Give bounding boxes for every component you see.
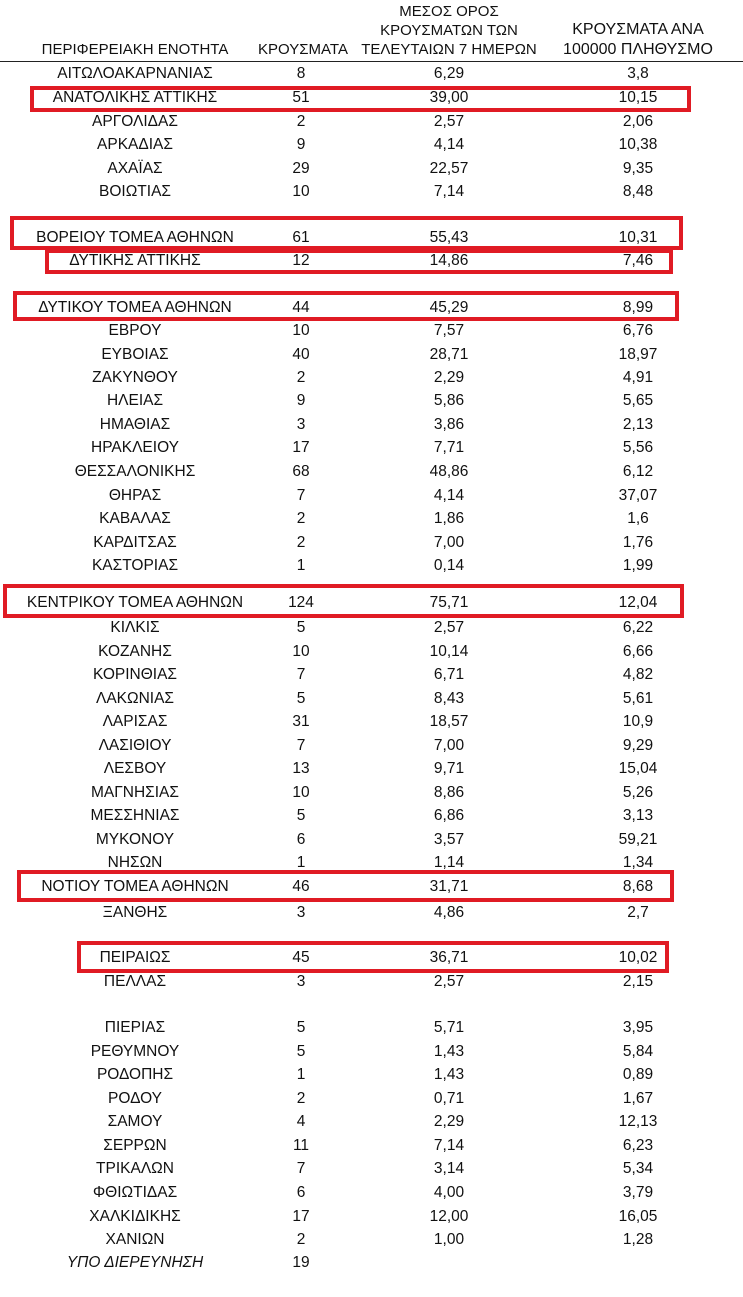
unit-cell: ΚΟΖΑΝΗΣ (98, 643, 172, 660)
avg7-cell: 1,86 (433, 510, 465, 527)
table-row (0, 1040, 743, 1064)
avg7-cell: 4,14 (433, 487, 465, 504)
per100k-cell: 1,6 (627, 510, 649, 527)
cases-cell: 3 (296, 973, 306, 990)
unit-cell: ΔΥΤΙΚΟΥ ΤΟΜΕΑ ΑΘΗΝΩΝ (38, 299, 232, 316)
header-cases: ΚΡΟΥΣΜΑΤΑ (258, 41, 348, 58)
unit-cell: ΒΟΡΕΙΟΥ ΤΟΜΕΑ ΑΘΗΝΩΝ (36, 229, 234, 246)
table-row (0, 1110, 743, 1134)
unit-cell: ΚΕΝΤΡΙΚΟΥ ΤΟΜΕΑ ΑΘΗΝΩΝ (26, 594, 244, 611)
table-row (0, 554, 743, 578)
table-row (0, 1016, 743, 1040)
avg7-cell: 3,14 (433, 1160, 465, 1177)
cases-cell: 1 (296, 557, 306, 574)
table-row (0, 366, 743, 390)
cases-cell: 2 (296, 1090, 306, 1107)
avg7-cell: 12,00 (429, 1208, 469, 1225)
unit-cell: ΗΡΑΚΛΕΙΟΥ (91, 439, 179, 456)
table-row (0, 133, 743, 157)
per100k-cell: 4,91 (622, 369, 654, 386)
avg7-cell: 9,71 (433, 760, 465, 777)
unit-cell: ΒΟΙΩΤΙΑΣ (99, 183, 171, 200)
per100k-cell: 5,65 (622, 392, 654, 409)
avg7-cell: 8,43 (433, 690, 465, 707)
per100k-cell: 5,26 (622, 784, 654, 801)
unit-cell: ΚΑΡΔΙΤΣΑΣ (93, 534, 177, 551)
highlight-box (77, 941, 669, 973)
avg7-cell: 5,86 (433, 392, 465, 409)
per100k-cell: 10,02 (618, 949, 658, 966)
cases-cell: 2 (296, 1231, 306, 1248)
avg7-cell: 18,57 (429, 713, 469, 730)
cases-cell: 19 (292, 1254, 310, 1271)
unit-cell: ΠΙΕΡΙΑΣ (104, 1019, 166, 1036)
cases-cell: 10 (292, 322, 310, 339)
cases-cell: 10 (292, 643, 310, 660)
unit-cell: ΚΟΡΙΝΘΙΑΣ (92, 666, 178, 683)
avg7-cell: 3,57 (433, 831, 465, 848)
avg7-cell: 1,00 (433, 1231, 465, 1248)
per100k-cell: 10,15 (618, 89, 658, 106)
avg7-cell: 45,29 (429, 299, 469, 316)
per100k-cell: 2,06 (622, 113, 654, 130)
per100k-cell: 1,99 (622, 557, 654, 574)
table-row (0, 687, 743, 711)
unit-cell: ΥΠΟ ΔΙΕΡΕΥΝΗΣΗ (66, 1254, 204, 1271)
per100k-cell: 2,7 (627, 904, 649, 921)
table-row (0, 1087, 743, 1111)
avg7-cell: 7,57 (433, 322, 465, 339)
table-row (0, 1228, 743, 1252)
per100k-cell: 2,13 (622, 416, 654, 433)
avg7-cell: 14,86 (429, 252, 469, 269)
table-row (0, 804, 743, 828)
unit-cell: ΑΡΓΟΛΙΔΑΣ (92, 113, 178, 130)
unit-cell: ΚΑΒΑΛΑΣ (99, 510, 171, 527)
avg7-cell: 0,71 (433, 1090, 465, 1107)
table-row (0, 484, 743, 508)
avg7-cell: 1,43 (433, 1043, 465, 1060)
cases-cell: 7 (296, 1160, 306, 1177)
avg7-cell: 2,29 (433, 369, 465, 386)
unit-cell: ΣΕΡΡΩΝ (103, 1137, 167, 1154)
per100k-cell: 1,67 (622, 1090, 654, 1107)
table-row (0, 970, 743, 994)
cases-cell: 17 (292, 439, 310, 456)
avg7-cell: 6,29 (433, 65, 465, 82)
per100k-cell: 15,04 (618, 760, 658, 777)
table-row (0, 1181, 743, 1205)
unit-cell: ΗΛΕΙΑΣ (106, 392, 164, 409)
unit-cell: ΖΑΚΥΝΘΟΥ (92, 369, 178, 386)
table-row (0, 616, 743, 640)
per100k-cell: 3,79 (622, 1184, 654, 1201)
cases-cell: 40 (292, 346, 310, 363)
per100k-cell: 18,97 (618, 346, 658, 363)
avg7-cell: 55,43 (429, 229, 469, 246)
table-row (0, 1205, 743, 1229)
unit-cell: ΠΕΙΡΑΙΩΣ (99, 949, 171, 966)
unit-cell: ΗΜΑΘΙΑΣ (99, 416, 171, 433)
cases-cell: 8 (296, 65, 306, 82)
cases-cell: 3 (296, 904, 306, 921)
avg7-cell: 6,86 (433, 807, 465, 824)
per100k-cell: 5,84 (622, 1043, 654, 1060)
per100k-cell: 6,66 (622, 643, 654, 660)
table-row (0, 828, 743, 852)
avg7-cell: 2,57 (433, 973, 465, 990)
avg7-cell: 2,29 (433, 1113, 465, 1130)
cases-cell: 6 (296, 1184, 306, 1201)
cases-cell: 1 (296, 1066, 306, 1083)
unit-cell: ΜΥΚΟΝΟΥ (95, 831, 175, 848)
cases-cell: 46 (292, 878, 310, 895)
unit-cell: ΕΒΡΟΥ (108, 322, 162, 339)
unit-cell: ΛΑΚΩΝΙΑΣ (95, 690, 175, 707)
cases-cell: 7 (296, 737, 306, 754)
per100k-cell: 5,56 (622, 439, 654, 456)
unit-cell: ΑΧΑΪΑΣ (107, 160, 163, 177)
per100k-cell: 8,48 (622, 183, 654, 200)
unit-cell: ΕΥΒΟΙΑΣ (101, 346, 169, 363)
per100k-cell: 7,46 (622, 252, 654, 269)
per100k-cell: 1,28 (622, 1231, 654, 1248)
per100k-cell: 37,07 (618, 487, 658, 504)
per100k-cell: 1,34 (622, 854, 654, 871)
header-unit: ΠΕΡΙΦΕΡΕΙΑΚΗ ΕΝΟΤΗΤΑ (41, 41, 229, 58)
cases-cell: 45 (292, 949, 310, 966)
cases-cell: 10 (292, 183, 310, 200)
avg7-cell: 1,43 (433, 1066, 465, 1083)
avg7-cell: 10,14 (429, 643, 469, 660)
table-row (0, 1063, 743, 1087)
avg7-cell: 28,71 (429, 346, 469, 363)
per100k-cell: 8,68 (622, 878, 654, 895)
unit-cell: ΔΥΤΙΚΗΣ ΑΤΤΙΚΗΣ (69, 252, 201, 269)
cases-cell: 2 (296, 534, 306, 551)
table-row (0, 710, 743, 734)
per100k-cell: 6,23 (622, 1137, 654, 1154)
highlight-box (3, 584, 684, 618)
unit-cell: ΜΑΓΝΗΣΙΑΣ (91, 784, 179, 801)
avg7-cell: 4,86 (433, 904, 465, 921)
cases-cell: 9 (296, 136, 306, 153)
unit-cell: ΘΗΡΑΣ (108, 487, 162, 504)
cases-cell: 44 (292, 299, 310, 316)
cases-cell: 2 (296, 113, 306, 130)
table-row (0, 757, 743, 781)
header-per100k-line2: 100000 ΠΛΗΘΥΣΜΟ (563, 41, 713, 58)
highlight-box (30, 86, 691, 112)
per100k-cell: 1,76 (622, 534, 654, 551)
table-row (0, 1251, 743, 1275)
cases-cell: 9 (296, 392, 306, 409)
table-row (0, 734, 743, 758)
unit-cell: ΡΟΔΟΥ (108, 1090, 162, 1107)
cases-cell: 1 (296, 854, 306, 871)
per100k-cell: 6,12 (622, 463, 654, 480)
table-row (0, 640, 743, 664)
highlight-box (45, 249, 673, 274)
cases-cell: 68 (292, 463, 310, 480)
cases-cell: 5 (296, 690, 306, 707)
per100k-cell: 0,89 (622, 1066, 654, 1083)
table-row (0, 901, 743, 925)
unit-cell: ΠΕΛΛΑΣ (103, 973, 167, 990)
avg7-cell: 6,71 (433, 666, 465, 683)
unit-cell: ΧΑΝΙΩΝ (105, 1231, 165, 1248)
table-row (0, 110, 743, 134)
table-row (0, 507, 743, 531)
avg7-cell: 7,14 (433, 1137, 465, 1154)
cases-cell: 5 (296, 1043, 306, 1060)
table-row (0, 389, 743, 413)
unit-cell: ΡΟΔΟΠΗΣ (96, 1066, 174, 1083)
cases-cell: 124 (288, 594, 314, 611)
avg7-cell: 22,57 (429, 160, 469, 177)
per100k-cell: 8,99 (622, 299, 654, 316)
cases-cell: 51 (292, 89, 310, 106)
unit-cell: ΚΑΣΤΟΡΙΑΣ (91, 557, 179, 574)
cases-cell: 29 (292, 160, 310, 177)
unit-cell: ΦΘΙΩΤΙΔΑΣ (92, 1184, 178, 1201)
per100k-cell: 5,61 (622, 690, 654, 707)
avg7-cell: 7,00 (433, 737, 465, 754)
header-avg7-line2: ΚΡΟΥΣΜΑΤΩΝ ΤΩΝ (380, 22, 518, 39)
avg7-cell: 4,14 (433, 136, 465, 153)
per100k-cell: 16,05 (618, 1208, 658, 1225)
cases-cell: 6 (296, 831, 306, 848)
per100k-cell: 6,22 (622, 619, 654, 636)
table-row (0, 436, 743, 460)
header-avg7-line3: ΤΕΛΕΥΤΑΙΩΝ 7 ΗΜΕΡΩΝ (361, 41, 537, 58)
unit-cell: ΑΝΑΤΟΛΙΚΗΣ ΑΤΤΙΚΗΣ (52, 89, 218, 106)
avg7-cell: 5,71 (433, 1019, 465, 1036)
unit-cell: ΑΡΚΑΔΙΑΣ (97, 136, 173, 153)
avg7-cell: 7,14 (433, 183, 465, 200)
cases-cell: 7 (296, 666, 306, 683)
cases-cell: 5 (296, 619, 306, 636)
cases-cell: 11 (292, 1137, 310, 1154)
table-row (0, 62, 743, 86)
avg7-cell: 75,71 (429, 594, 469, 611)
table-row (0, 1134, 743, 1158)
table-row (0, 343, 743, 367)
unit-cell: ΤΡΙΚΑΛΩΝ (96, 1160, 174, 1177)
unit-cell: ΚΙΛΚΙΣ (110, 619, 160, 636)
table-row (0, 531, 743, 555)
per100k-cell: 12,13 (618, 1113, 658, 1130)
avg7-cell: 0,14 (433, 557, 465, 574)
unit-cell: ΘΕΣΣΑΛΟΝΙΚΗΣ (74, 463, 196, 480)
unit-cell: ΑΙΤΩΛΟΑΚΑΡΝΑΝΙΑΣ (57, 65, 213, 82)
avg7-cell: 7,00 (433, 534, 465, 551)
highlight-box (10, 216, 683, 250)
cases-cell: 10 (292, 784, 310, 801)
per100k-cell: 12,04 (618, 594, 658, 611)
cases-cell: 17 (292, 1208, 310, 1225)
unit-cell: ΝΟΤΙΟΥ ΤΟΜΕΑ ΑΘΗΝΩΝ (41, 878, 229, 895)
header-per100k-line1: ΚΡΟΥΣΜΑΤΑ ΑΝΑ (572, 21, 704, 38)
avg7-cell: 48,86 (429, 463, 469, 480)
per100k-cell: 2,15 (622, 973, 654, 990)
per100k-cell: 6,76 (622, 322, 654, 339)
per100k-cell: 59,21 (618, 831, 658, 848)
unit-cell: ΣΑΜΟΥ (107, 1113, 163, 1130)
avg7-cell: 2,57 (433, 113, 465, 130)
per100k-cell: 3,95 (622, 1019, 654, 1036)
cases-cell: 61 (292, 229, 310, 246)
per100k-cell: 5,34 (622, 1160, 654, 1177)
per100k-cell: 10,31 (618, 229, 658, 246)
cases-cell: 2 (296, 510, 306, 527)
avg7-cell: 3,86 (433, 416, 465, 433)
unit-cell: ΛΑΡΙΣΑΣ (102, 713, 168, 730)
table-row (0, 180, 743, 204)
per100k-cell: 9,29 (622, 737, 654, 754)
table-row (0, 413, 743, 437)
highlight-box (13, 291, 679, 321)
cases-cell: 12 (292, 252, 310, 269)
cases-cell: 5 (296, 1019, 306, 1036)
unit-cell: ΡΕΘΥΜΝΟΥ (90, 1043, 180, 1060)
cases-cell: 7 (296, 487, 306, 504)
header-avg7-line1: ΜΕΣΟΣ ΟΡΟΣ (399, 3, 499, 20)
cases-cell: 13 (292, 760, 310, 777)
table-row (0, 157, 743, 181)
highlight-box (17, 870, 674, 902)
table-row (0, 663, 743, 687)
avg7-cell: 2,57 (433, 619, 465, 636)
avg7-cell: 4,00 (433, 1184, 465, 1201)
unit-cell: ΞΑΝΘΗΣ (102, 904, 168, 921)
per100k-cell: 10,38 (618, 136, 658, 153)
cases-cell: 3 (296, 416, 306, 433)
unit-cell: ΝΗΣΩΝ (107, 854, 163, 871)
cases-cell: 5 (296, 807, 306, 824)
per100k-cell: 9,35 (622, 160, 654, 177)
unit-cell: ΛΕΣΒΟΥ (103, 760, 167, 777)
per100k-cell: 3,13 (622, 807, 654, 824)
avg7-cell: 39,00 (429, 89, 469, 106)
per100k-cell: 4,82 (622, 666, 654, 683)
unit-cell: ΧΑΛΚΙΔΙΚΗΣ (89, 1208, 181, 1225)
avg7-cell: 7,71 (433, 439, 465, 456)
table-row (0, 781, 743, 805)
avg7-cell: 8,86 (433, 784, 465, 801)
cases-cell: 31 (292, 713, 310, 730)
avg7-cell: 36,71 (429, 949, 469, 966)
per100k-cell: 10,9 (622, 713, 654, 730)
cases-cell: 4 (296, 1113, 306, 1130)
unit-cell: ΜΕΣΣΗΝΙΑΣ (90, 807, 180, 824)
table-row (0, 1157, 743, 1181)
avg7-cell: 31,71 (429, 878, 469, 895)
table-row (0, 319, 743, 343)
cases-cell: 2 (296, 369, 306, 386)
per100k-cell: 3,8 (627, 65, 649, 82)
unit-cell: ΛΑΣΙΘΙΟΥ (98, 737, 172, 754)
avg7-cell: 1,14 (433, 854, 465, 871)
table-row (0, 460, 743, 484)
